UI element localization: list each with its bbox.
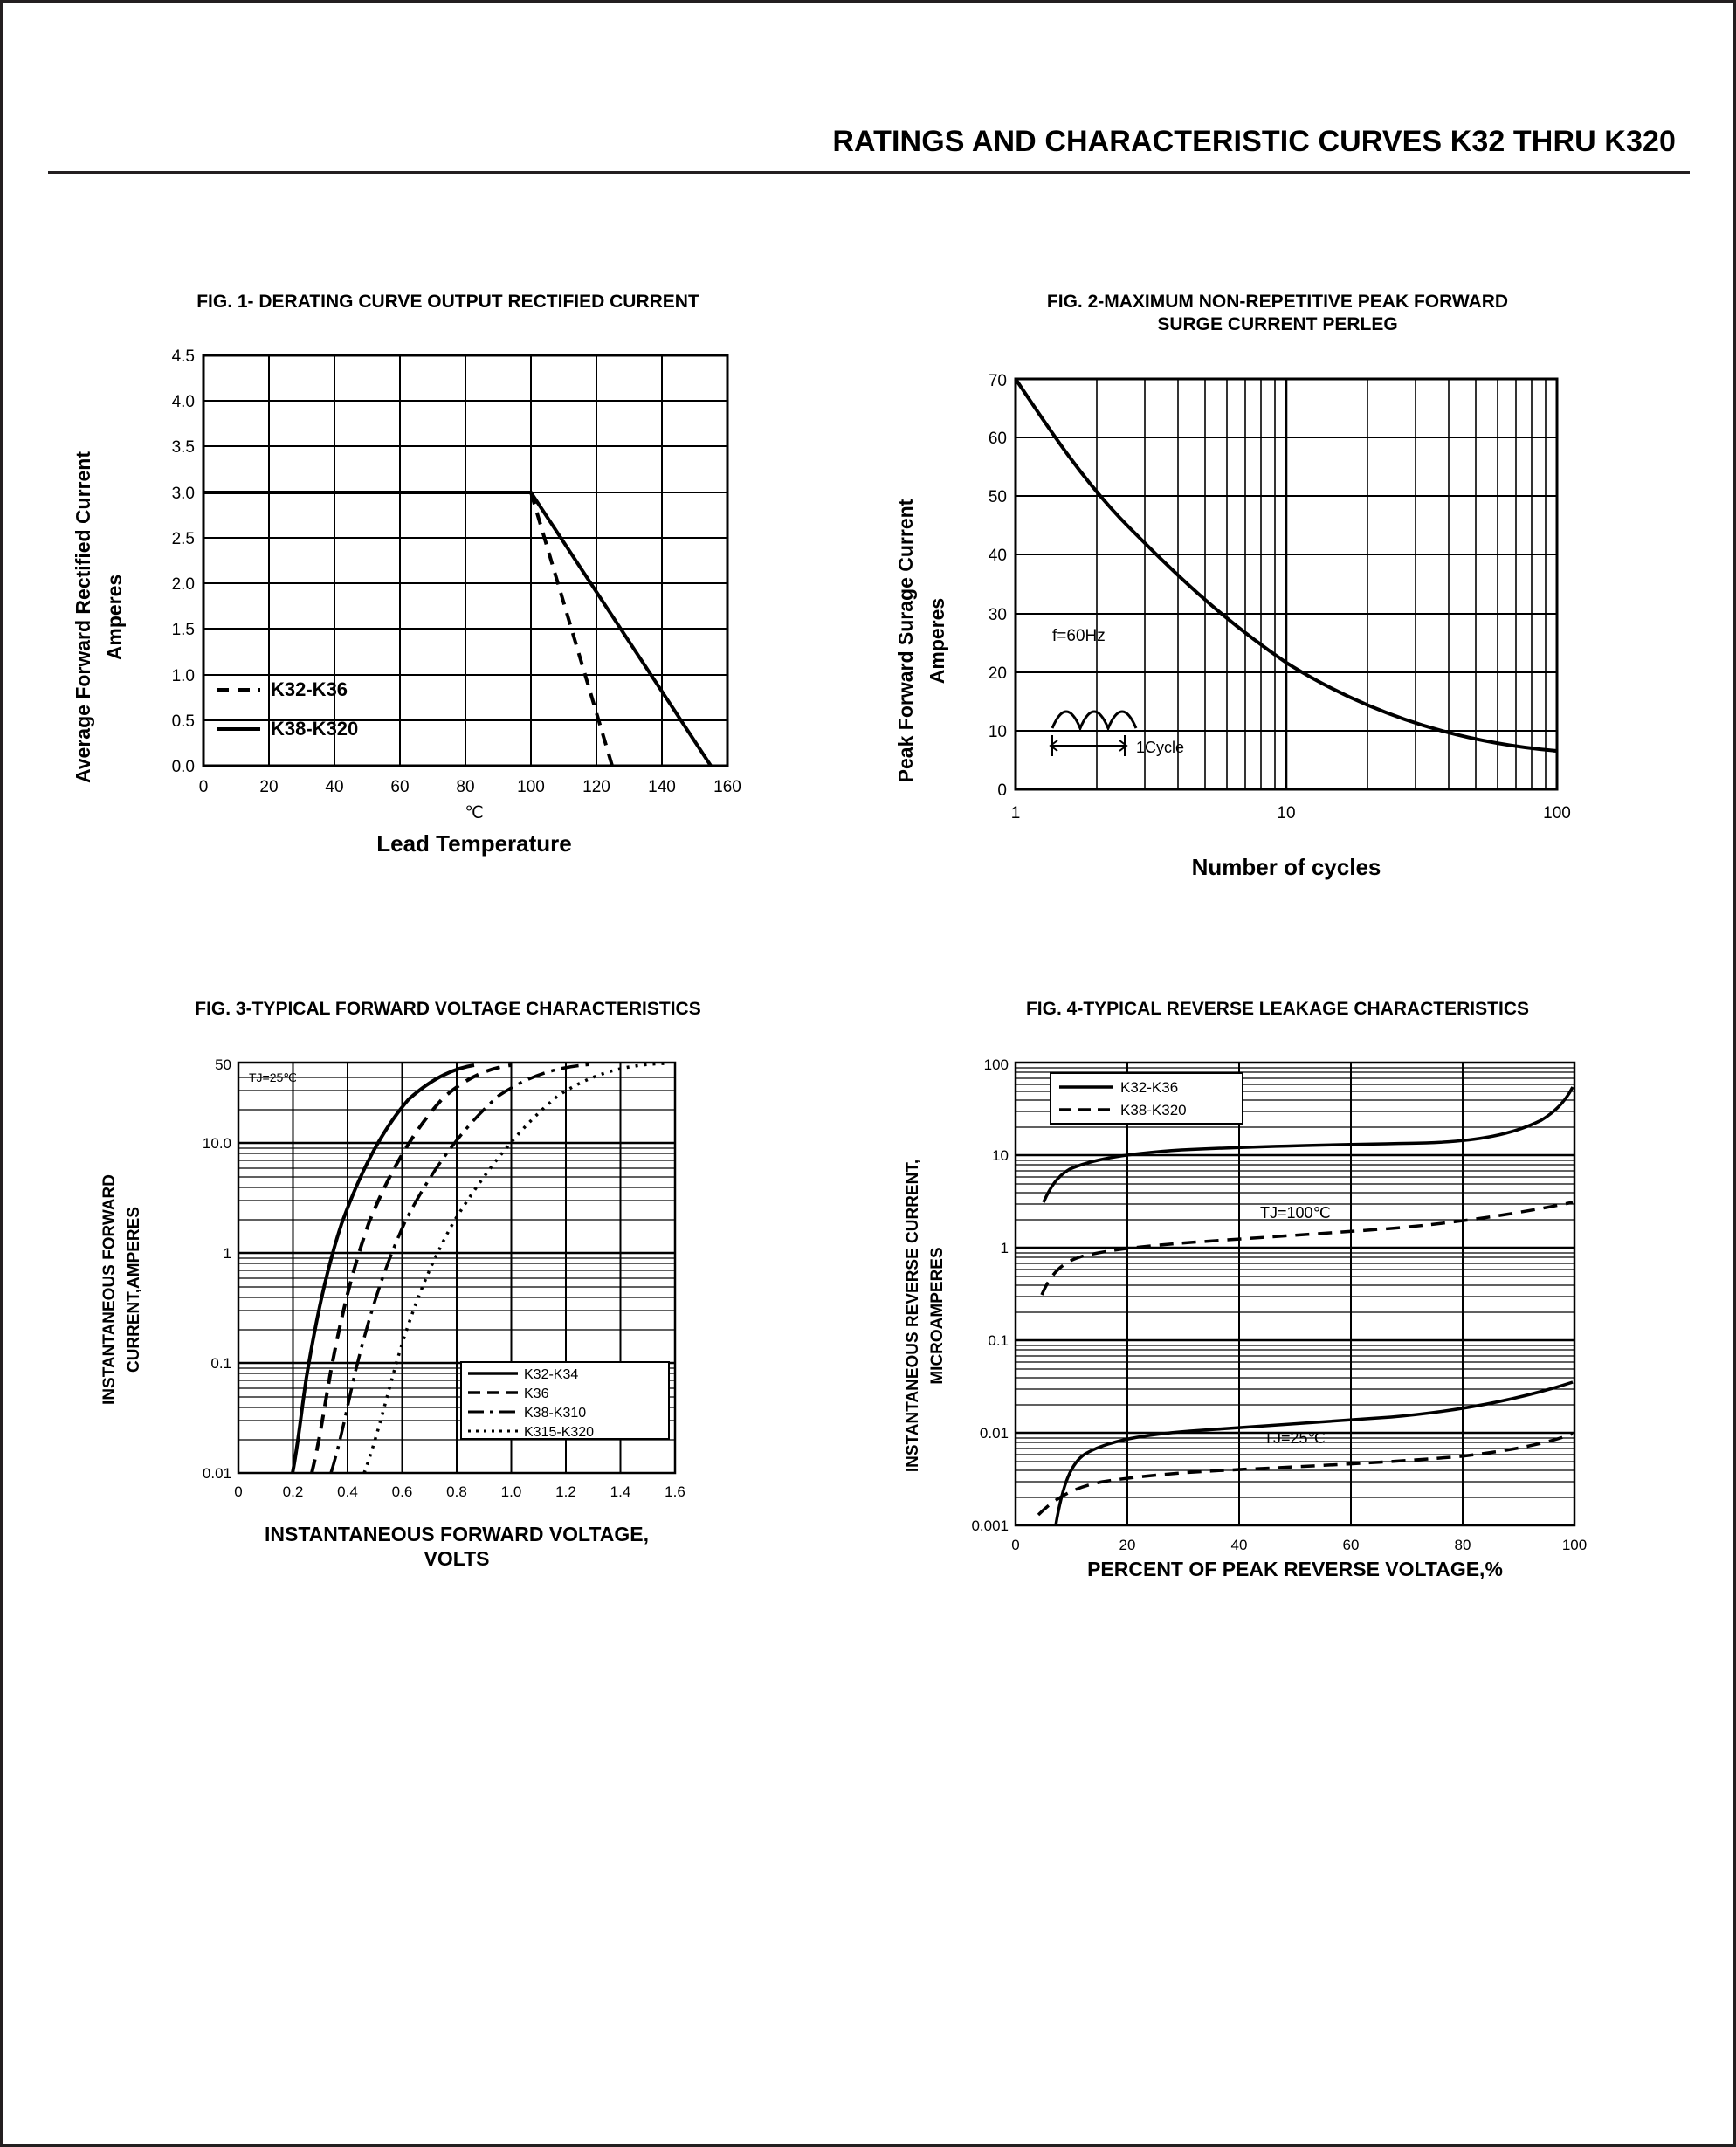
- figure-2-annotation-freq: f=60Hz: [1052, 626, 1106, 645]
- figure-2-svg: [885, 353, 1671, 894]
- figure-2-ytick: 20: [988, 664, 1007, 683]
- figure-1-ytick: 1.5: [171, 621, 195, 640]
- figure-2-ytick: 50: [988, 487, 1007, 506]
- figure-3-ytick: 0.01: [202, 1465, 231, 1483]
- figure-2-title-line1: FIG. 2-MAXIMUM NON-REPETITIVE PEAK FORWARD: [1046, 292, 1509, 312]
- figure-4-xlabel: PERCENT OF PEAK REVERSE VOLTAGE,%: [1087, 1558, 1503, 1581]
- figure-1-xtick: 80: [456, 778, 475, 797]
- figure-1-ytick: 2.5: [171, 530, 195, 549]
- figure-2-ytick: 0: [997, 781, 1007, 800]
- figure-1-xtick: 140: [648, 778, 676, 797]
- figure-3-legend-label-4: K315-K320: [524, 1425, 595, 1441]
- figure-3-plot: [64, 1036, 832, 1595]
- figure-3-legend-label-1: K32-K34: [524, 1367, 579, 1383]
- figure-4-xtick: 40: [1230, 1537, 1248, 1554]
- figure-4-xtick: 80: [1454, 1537, 1471, 1554]
- figure-1-ytick: 2.0: [171, 575, 195, 595]
- figure-2-xtick: 100: [1543, 803, 1571, 822]
- figure-1-x-unit: ℃: [465, 804, 484, 823]
- figure-4-annotation-cold: TJ=25℃: [1264, 1429, 1326, 1448]
- figure-4-ytick: 0.001: [971, 1517, 1009, 1535]
- figure-4-ytick: 1: [1000, 1240, 1009, 1257]
- figure-3: [64, 998, 832, 1595]
- figure-2-ytick: 40: [988, 546, 1007, 565]
- figure-4-svg: [885, 1036, 1671, 1595]
- figure-1-xtick: 40: [325, 778, 344, 797]
- figure-3-xtick: 0.2: [282, 1483, 304, 1501]
- figure-2-ytick: 10: [988, 722, 1007, 741]
- figure-2-ytick: 70: [988, 371, 1007, 390]
- figure-1-xtick: 160: [713, 778, 741, 797]
- figure-3-xlabel-line2: VOLTS: [424, 1547, 490, 1571]
- figure-3-xtick: 0.6: [391, 1483, 413, 1501]
- figure-3-ytick: 1: [223, 1245, 231, 1263]
- figure-4-ytick: 10: [992, 1147, 1009, 1165]
- figure-4-xtick: 0: [1011, 1537, 1020, 1554]
- figure-3-title: FIG. 3-TYPICAL FORWARD VOLTAGE CHARACTERISTICS: [195, 999, 701, 1019]
- page-title: RATINGS AND CHARACTERISTIC CURVES K32 THRU K320: [832, 125, 1676, 158]
- figure-1-ytick: 0.5: [171, 712, 195, 732]
- figure-3-annotation-tj: TJ=25℃: [249, 1070, 298, 1085]
- figure-4-ytick: 0.1: [988, 1332, 1009, 1350]
- figure-1-ytick: 4.0: [171, 393, 195, 412]
- figure-1-ytick: 3.0: [171, 485, 195, 504]
- figure-4-ylabel-line1: INSTANTANEOUS REVERSE CURRENT,: [904, 1160, 922, 1473]
- figure-3-series-k32-k34: [293, 1065, 474, 1473]
- figure-1-xtick: 60: [390, 778, 410, 797]
- figure-4-plot: [885, 1036, 1671, 1595]
- figure-3-xtick: 0: [234, 1483, 243, 1501]
- figure-3-xtick: 1.0: [500, 1483, 522, 1501]
- figure-3-xtick: 1.4: [610, 1483, 631, 1501]
- figure-1-ylabel-line1: Average Forward Rectified Current: [72, 451, 94, 784]
- figure-2-ylabel-line1: Peak Forward Surage Current: [894, 499, 917, 782]
- figure-1-ytick: 0.0: [171, 758, 195, 777]
- figure-3-legend-label-2: K36: [524, 1387, 549, 1402]
- figure-2-xtick: 10: [1277, 803, 1296, 822]
- figure-2-ytick: 60: [988, 429, 1007, 448]
- figure-4-legend-label-2: K38-K320: [1120, 1102, 1187, 1119]
- figure-3-svg: [64, 1036, 832, 1595]
- figure-2: [885, 291, 1671, 894]
- figure-2-plot: [885, 353, 1671, 894]
- figure-3-xtick: 1.6: [665, 1483, 685, 1501]
- figure-4-ytick: 0.01: [979, 1425, 1009, 1442]
- figure-4: [885, 998, 1671, 1595]
- page-header: [48, 125, 1690, 174]
- figure-3-ytick: 10.0: [202, 1135, 231, 1153]
- figure-4-series-k32k36-25c: [1056, 1382, 1573, 1525]
- figure-1-xtick: 120: [582, 778, 610, 797]
- figure-1-xtick: 20: [259, 778, 279, 797]
- figure-2-ylabel-line2: Amperes: [926, 597, 948, 684]
- figure-4-legend-label-1: K32-K36: [1120, 1079, 1179, 1097]
- figure-1-legend: [217, 678, 358, 740]
- figure-4-ytick: 100: [983, 1056, 1009, 1074]
- figure-3-ytick: 50: [215, 1056, 231, 1074]
- figure-4-legend: [1051, 1073, 1243, 1124]
- figure-2-ytick: 30: [988, 605, 1007, 624]
- figure-4-xtick: 20: [1119, 1537, 1136, 1554]
- figure-1-svg: [64, 329, 832, 870]
- figure-1-title: FIG. 1- DERATING CURVE OUTPUT RECTIFIED CURRENT: [196, 292, 699, 312]
- figure-1-ytick: 3.5: [171, 438, 195, 458]
- figure-3-legend-label-3: K38-K310: [524, 1406, 587, 1421]
- figure-3-xtick: 0.8: [446, 1483, 467, 1501]
- figure-4-xtick: 100: [1561, 1537, 1588, 1554]
- figure-3-xtick: 1.2: [555, 1483, 576, 1501]
- figure-1-ytick: 1.0: [171, 667, 195, 686]
- figure-1-ylabel-line2: Amperes: [103, 575, 126, 661]
- figure-3-ylabel-line2: CURRENT,AMPERES: [125, 1207, 143, 1373]
- figure-2-annotation-cycle: 1Cycle: [1136, 738, 1185, 756]
- figure-1-legend-label-2: K38-K320: [271, 718, 359, 740]
- figure-3-xlabel-line1: INSTANTANEOUS FORWARD VOLTAGE,: [265, 1523, 649, 1546]
- figure-1: [64, 291, 832, 870]
- figure-2-xtick: 1: [1010, 803, 1021, 822]
- figure-3-ytick: 0.1: [210, 1355, 231, 1373]
- figure-1-xtick: 100: [517, 778, 545, 797]
- figure-2-title-line2: SURGE CURRENT PERLEG: [1157, 314, 1398, 335]
- figure-2-xlabel: Number of cycles: [1191, 853, 1381, 880]
- figure-4-annotation-hot: TJ=100℃: [1260, 1204, 1331, 1222]
- figure-1-legend-label-1: K32-K36: [271, 678, 348, 701]
- figure-1-xlabel: Lead Temperature: [376, 830, 572, 857]
- figure-1-ytick: 4.5: [171, 348, 195, 367]
- figure-4-xtick: 60: [1342, 1537, 1360, 1554]
- figure-4-title: FIG. 4-TYPICAL REVERSE LEAKAGE CHARACTERISTICS: [1025, 999, 1529, 1019]
- figure-4-ylabel-line2: MICROAMPERES: [928, 1247, 947, 1385]
- figure-3-xtick: 0.4: [337, 1483, 358, 1501]
- figure-2-halfsine-sketch: [1051, 712, 1136, 756]
- figure-3-ylabel-line1: INSTANTANEOUS FORWARD: [100, 1174, 119, 1406]
- figure-2-title: [885, 291, 1671, 337]
- figure-3-legend: [461, 1362, 669, 1440]
- figure-1-plot: [64, 329, 832, 870]
- figure-1-xtick: 0: [198, 778, 209, 797]
